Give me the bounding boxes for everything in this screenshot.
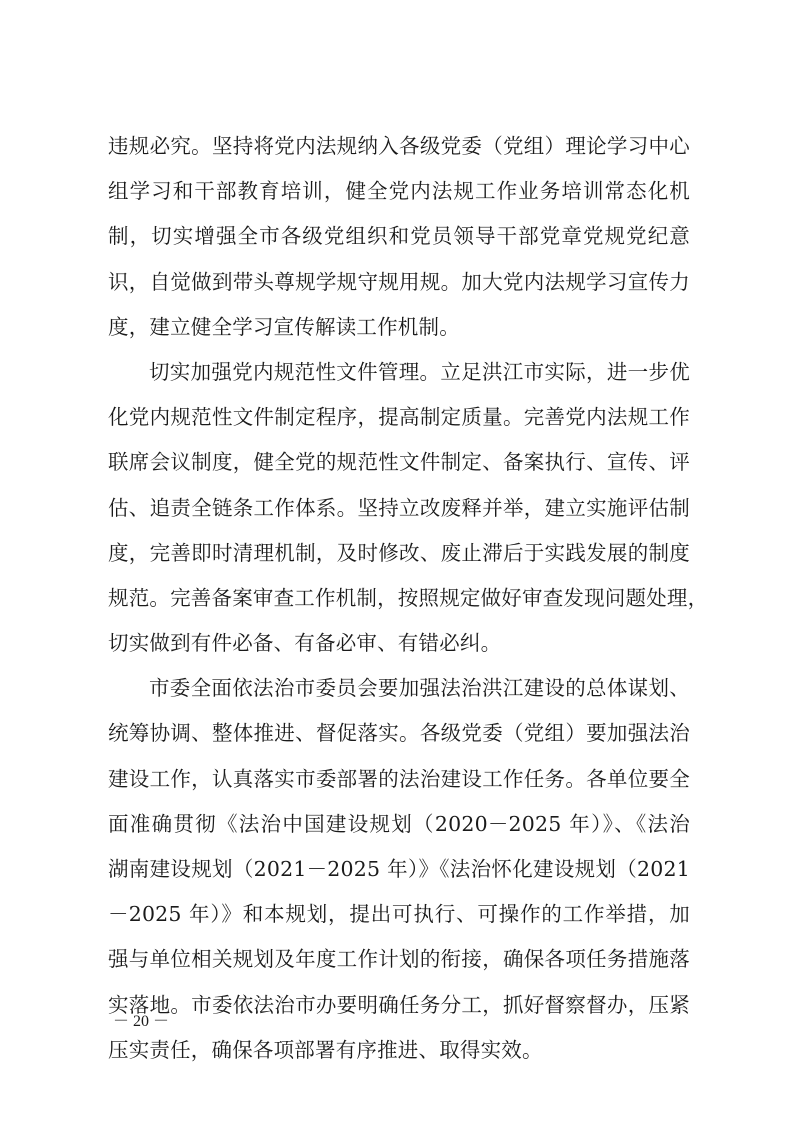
text-line: 建设工作，认真落实市委部署的法治建设工作任务。各单位要全 xyxy=(108,766,690,791)
text-line: 湖南建设规划（2021－2025 年）》《法治怀化建设规划（2021 xyxy=(108,857,690,881)
text-line: 组学习和干部教育培训，健全党内法规工作业务培训常态化机 xyxy=(108,179,690,204)
text-line: 估、追责全链条工作体系。坚持立改废释并举，建立实施评估制 xyxy=(108,495,690,520)
text-line: 实落地。市委依法治市办要明确任务分工，抓好督察督办，压紧 xyxy=(108,992,690,1017)
text-line: 强与单位相关规划及年度工作计划的衔接，确保各项任务措施落 xyxy=(108,947,690,972)
text-line: 切实做到有件必备、有备必审、有错必纠。 xyxy=(108,631,502,656)
text-line: 度，完善即时清理机制，及时修改、废止滞后于实践发展的制度 xyxy=(108,540,690,565)
body-text xyxy=(108,124,709,1073)
text-line: 切实加强党内规范性文件管理。立足洪江市实际，进一步优 xyxy=(149,359,690,384)
page-number: － 20 － xyxy=(113,1013,170,1030)
text-line: 制，切实增强全市各级党组织和党员领导干部党章党规党纪意 xyxy=(108,224,690,249)
text-line: 度，建立健全学习宣传解读工作机制。 xyxy=(108,314,460,339)
text-line: 市委全面依法治市委员会要加强法治洪江建设的总体谋划、 xyxy=(149,676,690,701)
text-line: 规范。完善备案审查工作机制，按照规定做好审查发现问题处理， xyxy=(108,585,709,610)
text-line: 压实责任，确保各项部署有序推进、取得实效。 xyxy=(108,1037,543,1062)
text-line: 化党内规范性文件制定程序，提高制定质量。完善党内法规工作 xyxy=(108,405,690,430)
text-line: 违规必究。坚持将党内法规纳入各级党委（党组）理论学习中心 xyxy=(108,134,690,158)
text-line: 识，自觉做到带头尊规学规守规用规。加大党内法规学习宣传力 xyxy=(108,269,690,294)
text-line: 面准确贯彻《法治中国建设规划（2020－2025 年）》、《法治 xyxy=(108,811,690,836)
text-line: 联席会议制度，健全党的规范性文件制定、备案执行、宣传、评 xyxy=(108,450,690,475)
text-line: 统筹协调、整体推进、督促落实。各级党委（党组）要加强法治 xyxy=(108,721,690,746)
text-line: －2025 年）》和本规划，提出可执行、可操作的工作举措，加 xyxy=(108,902,690,927)
